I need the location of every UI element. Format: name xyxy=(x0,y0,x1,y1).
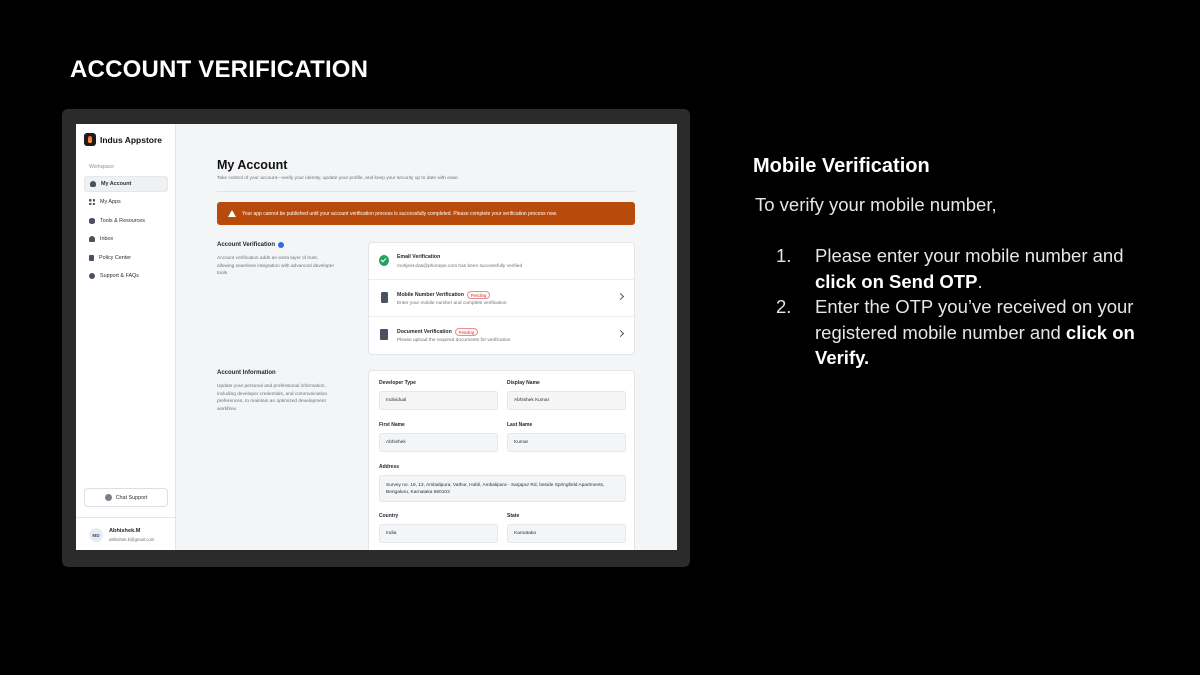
sidebar-item-label: Support & FAQs xyxy=(100,272,139,279)
sidebar-item-tools-resources[interactable] xyxy=(84,213,168,229)
verification-subtitle: Enter your mobile number and complete verification xyxy=(397,301,507,306)
display-name-input[interactable]: Abhishek Kumar xyxy=(507,391,626,410)
user-name: Abhishek.M xyxy=(109,528,141,534)
help-icon xyxy=(89,273,95,279)
apps-grid-icon xyxy=(89,199,95,205)
page-title: My Account xyxy=(217,158,288,172)
sidebar-item-my-apps[interactable] xyxy=(84,194,168,210)
verification-subtitle: mohjeet.das@phonepe.com has been successfully verified xyxy=(397,264,523,269)
verification-title xyxy=(397,291,490,299)
account-information-title xyxy=(217,370,276,376)
step-number: 2. xyxy=(776,296,792,317)
workspace-label: Workspace xyxy=(89,164,114,170)
instruction-step xyxy=(776,294,1136,371)
field-label: Last Name xyxy=(507,422,533,428)
sidebar-item-support-faqs[interactable] xyxy=(84,268,168,284)
user-email: abhishek.k@gmail.com xyxy=(109,537,155,542)
field-label: Developer Type xyxy=(379,380,416,386)
sidebar-item-inbox[interactable] xyxy=(84,231,168,247)
verification-title xyxy=(397,328,478,336)
check-circle-icon xyxy=(379,255,389,266)
verification-title-text: Document Verification xyxy=(397,329,452,335)
first-name-field xyxy=(379,422,498,452)
field-label: Display Name xyxy=(507,380,540,386)
field-label: First Name xyxy=(379,422,405,428)
app-screen xyxy=(76,124,677,550)
verified-badge-icon xyxy=(278,242,284,248)
developer-type-field xyxy=(379,380,498,410)
sidebar-item-label: My Account xyxy=(101,181,132,187)
address-input[interactable]: Survey no. 19, 13, Ambalipura, Vathur, Hobli, Ambalipura - Sarjapur Rd, beside Springfield Apartments, Bengaluru, Karnataka 560103 xyxy=(379,475,626,502)
display-name-field xyxy=(507,380,626,410)
account-verification-description: Account verification adds an extra layer of trust, allowing seamless integration with advanced developer tools xyxy=(217,256,335,277)
verification-title-text: Email Verification xyxy=(397,254,441,260)
screenshot-frame xyxy=(62,109,690,567)
step-action: click on Send OTP xyxy=(815,270,978,292)
user-profile[interactable] xyxy=(76,517,176,550)
section-title-text: Account Verification xyxy=(217,242,276,248)
field-label: Country xyxy=(379,513,399,519)
chat-icon xyxy=(105,494,112,501)
chat-support-button[interactable] xyxy=(84,488,168,507)
email-verification-row xyxy=(369,243,634,280)
verification-subtitle: Please upload the required documents for verification xyxy=(397,338,511,343)
chevron-right-icon[interactable] xyxy=(617,293,624,300)
developer-type-input[interactable]: Individual xyxy=(379,391,498,410)
last-name-input[interactable]: Kumar xyxy=(507,433,626,452)
sidebar-item-label: Inbox xyxy=(100,236,114,243)
step-text: Enter the OTP you’ve received on your registered mobile number and xyxy=(815,296,1134,343)
chevron-right-icon[interactable] xyxy=(617,330,624,337)
sidebar-item-my-account[interactable] xyxy=(84,176,168,192)
database-icon xyxy=(89,218,95,224)
first-name-input[interactable]: Abhishek xyxy=(379,433,498,452)
sidebar-nav xyxy=(84,176,168,286)
field-label: Address xyxy=(379,464,400,470)
account-information-card xyxy=(368,370,635,550)
chat-support-label: Chat Support xyxy=(115,494,148,501)
avatar: MD xyxy=(89,528,103,542)
mobile-verification-row[interactable] xyxy=(369,280,634,317)
warning-banner xyxy=(217,202,635,225)
instruction-step xyxy=(776,243,1136,294)
step-number: 1. xyxy=(776,245,792,266)
phone-icon xyxy=(381,292,388,303)
sidebar-item-label: Policy Center xyxy=(99,254,132,261)
document-icon xyxy=(89,255,94,261)
page-subtitle: Take control of your account—verify your identity, update your profile, and keep your security up to date with ease xyxy=(217,176,458,181)
sidebar xyxy=(76,124,176,550)
user-icon xyxy=(90,181,96,187)
state-field xyxy=(507,513,626,543)
step-tail: . xyxy=(977,270,983,292)
slide-title: ACCOUNT VERIFICATION xyxy=(70,56,369,83)
sidebar-item-policy-center[interactable] xyxy=(84,250,168,266)
account-information-description: Update your personal and professional information, including developer credentials, and communication preferences, to maintain an optimized development workflow. xyxy=(217,384,328,412)
sidebar-item-label: My Apps xyxy=(100,199,121,206)
divider xyxy=(217,191,635,192)
last-name-field xyxy=(507,422,626,452)
verification-title-text: Mobile Number Verification xyxy=(397,292,464,298)
sidebar-item-label: Tools & Resources xyxy=(100,217,145,224)
status-badge: Pending xyxy=(455,328,478,336)
field-label: State xyxy=(507,513,520,519)
instructions-title: Mobile Verification xyxy=(753,155,930,177)
document-verification-row[interactable] xyxy=(369,317,634,354)
status-badge: Pending xyxy=(467,291,490,299)
brand[interactable] xyxy=(84,133,162,146)
brand-name: Indus Appstore xyxy=(100,134,163,145)
address-field xyxy=(379,464,626,502)
state-input[interactable]: Karnataka xyxy=(507,524,626,543)
section-title-text: Account Information xyxy=(217,370,276,376)
bell-icon xyxy=(89,236,95,242)
verification-title xyxy=(397,254,440,260)
country-input[interactable]: India xyxy=(379,524,498,543)
document-icon xyxy=(380,329,388,340)
step-action: click on Verify. xyxy=(815,321,1135,368)
verification-card xyxy=(368,242,635,355)
instructions-intro: To verify your mobile number, xyxy=(755,194,997,215)
warning-icon xyxy=(228,210,236,217)
step-text: Please enter your mobile number and xyxy=(815,245,1124,266)
country-field xyxy=(379,513,498,543)
warning-banner-text: Your app cannot be published until your account verification process is successfully completed. Please complete your verification process now. xyxy=(242,210,558,217)
instructions-steps xyxy=(776,243,1136,371)
brand-logo-icon xyxy=(84,133,96,146)
account-verification-title xyxy=(217,242,284,248)
